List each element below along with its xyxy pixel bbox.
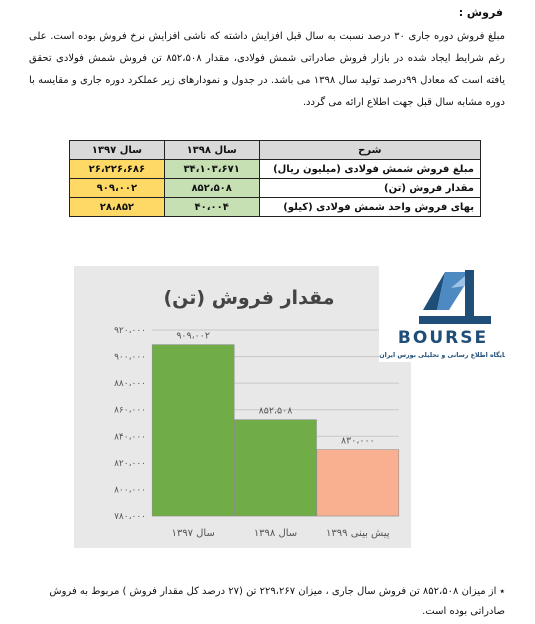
table-header-row bbox=[70, 141, 481, 160]
row-label: مبلغ فروش شمش فولادی (میلیون ریال) bbox=[259, 160, 480, 179]
header-1397: سال ۱۳۹۷ bbox=[70, 141, 165, 160]
y-tick-label: ۸۲۰،۰۰۰ bbox=[114, 458, 146, 469]
sales-quantity-chart bbox=[74, 266, 411, 548]
header-description: شرح bbox=[259, 141, 480, 160]
cell-1397: ۲۸،۸۵۲ bbox=[70, 198, 165, 217]
row-label: بهای فروش واحد شمش فولادی (کیلو) bbox=[259, 198, 480, 217]
sales-table bbox=[69, 140, 481, 217]
cell-1398: ۴۰،۰۰۴ bbox=[164, 198, 259, 217]
chart-bars bbox=[152, 331, 399, 539]
cell-1397: ۲۶،۲۲۶،۶۸۶ bbox=[70, 160, 165, 179]
logo-text: BOURSE bbox=[397, 328, 489, 348]
table-row bbox=[70, 198, 481, 217]
x-category-label: سال ۱۳۹۸ bbox=[253, 528, 298, 539]
section-paragraph: مبلغ فروش دوره جاری ۳۰ درصد نسبت به سال قبل افزایش داشته که ناشی افزایش نرخ فروش بوده است. علی رغم شرایط ایجاد شده در بازار فروش صادراتی شمش فولادی، مقدار ۸۵۲،۵۰۸ تن فروش شمش فولادی تحقق یافته است که معادل ۹۹درصد تولید سال ۱۳۹۸ می باشد. در جدول و نمودارهای زیر عملکرد دوره جاری و مقایسه با دوره مشابه سال قبل جهت اطلاع ارائه می گردد. bbox=[29, 31, 505, 108]
y-tick-label: ۸۴۰،۰۰۰ bbox=[114, 432, 146, 443]
footnote: ٭ از میزان ۸۵۲،۵۰۸ تن فروش سال جاری ، میزان ۲۲۹،۲۶۷ تن (۲۷ درصد کل مقدار فروش ) مربوط به فروش صادراتی بوده است. bbox=[49, 586, 505, 617]
y-tick-label: ۹۰۰،۰۰۰ bbox=[114, 352, 146, 363]
y-tick-label: ۹۲۰،۰۰۰ bbox=[114, 326, 146, 336]
section-heading: فروش : bbox=[458, 6, 503, 19]
bar-value-label: ۸۵۲،۵۰۸ bbox=[258, 405, 293, 417]
logo-caption: پایگاه اطلاع رسانی و تحلیلی بورس ایران bbox=[379, 352, 505, 359]
cell-1397: ۹۰۹،۰۰۲ bbox=[70, 179, 165, 198]
y-tick-label: ۸۶۰،۰۰۰ bbox=[114, 405, 146, 416]
y-tick-label: ۸۰۰،۰۰۰ bbox=[114, 485, 146, 496]
x-category-label: پیش بینی ۱۳۹۹ bbox=[326, 528, 390, 539]
header-1398: سال ۱۳۹۸ bbox=[164, 141, 259, 160]
table-row bbox=[70, 179, 481, 198]
chart-bar bbox=[235, 420, 317, 516]
chart-svg bbox=[74, 266, 411, 548]
chart-title: مقدار فروش (تن) bbox=[163, 287, 335, 309]
cell-1398: ۳۴،۱۰۳،۶۷۱ bbox=[164, 160, 259, 179]
chart-bar bbox=[152, 345, 234, 516]
table-row bbox=[70, 160, 481, 179]
x-category-label: سال ۱۳۹۷ bbox=[171, 528, 215, 539]
cell-1398: ۸۵۲،۵۰۸ bbox=[164, 179, 259, 198]
bourse-logo bbox=[379, 266, 505, 362]
bar-value-label: ۸۳۰،۰۰۰ bbox=[340, 435, 375, 447]
y-tick-label: ۷۸۰،۰۰۰ bbox=[114, 512, 146, 522]
row-label: مقدار فروش (تن) bbox=[259, 179, 480, 198]
y-tick-label: ۸۸۰،۰۰۰ bbox=[114, 379, 146, 390]
bar-value-label: ۹۰۹،۰۰۲ bbox=[176, 330, 211, 342]
chart-bar bbox=[317, 450, 399, 516]
bourse-logo-mark bbox=[379, 266, 505, 362]
